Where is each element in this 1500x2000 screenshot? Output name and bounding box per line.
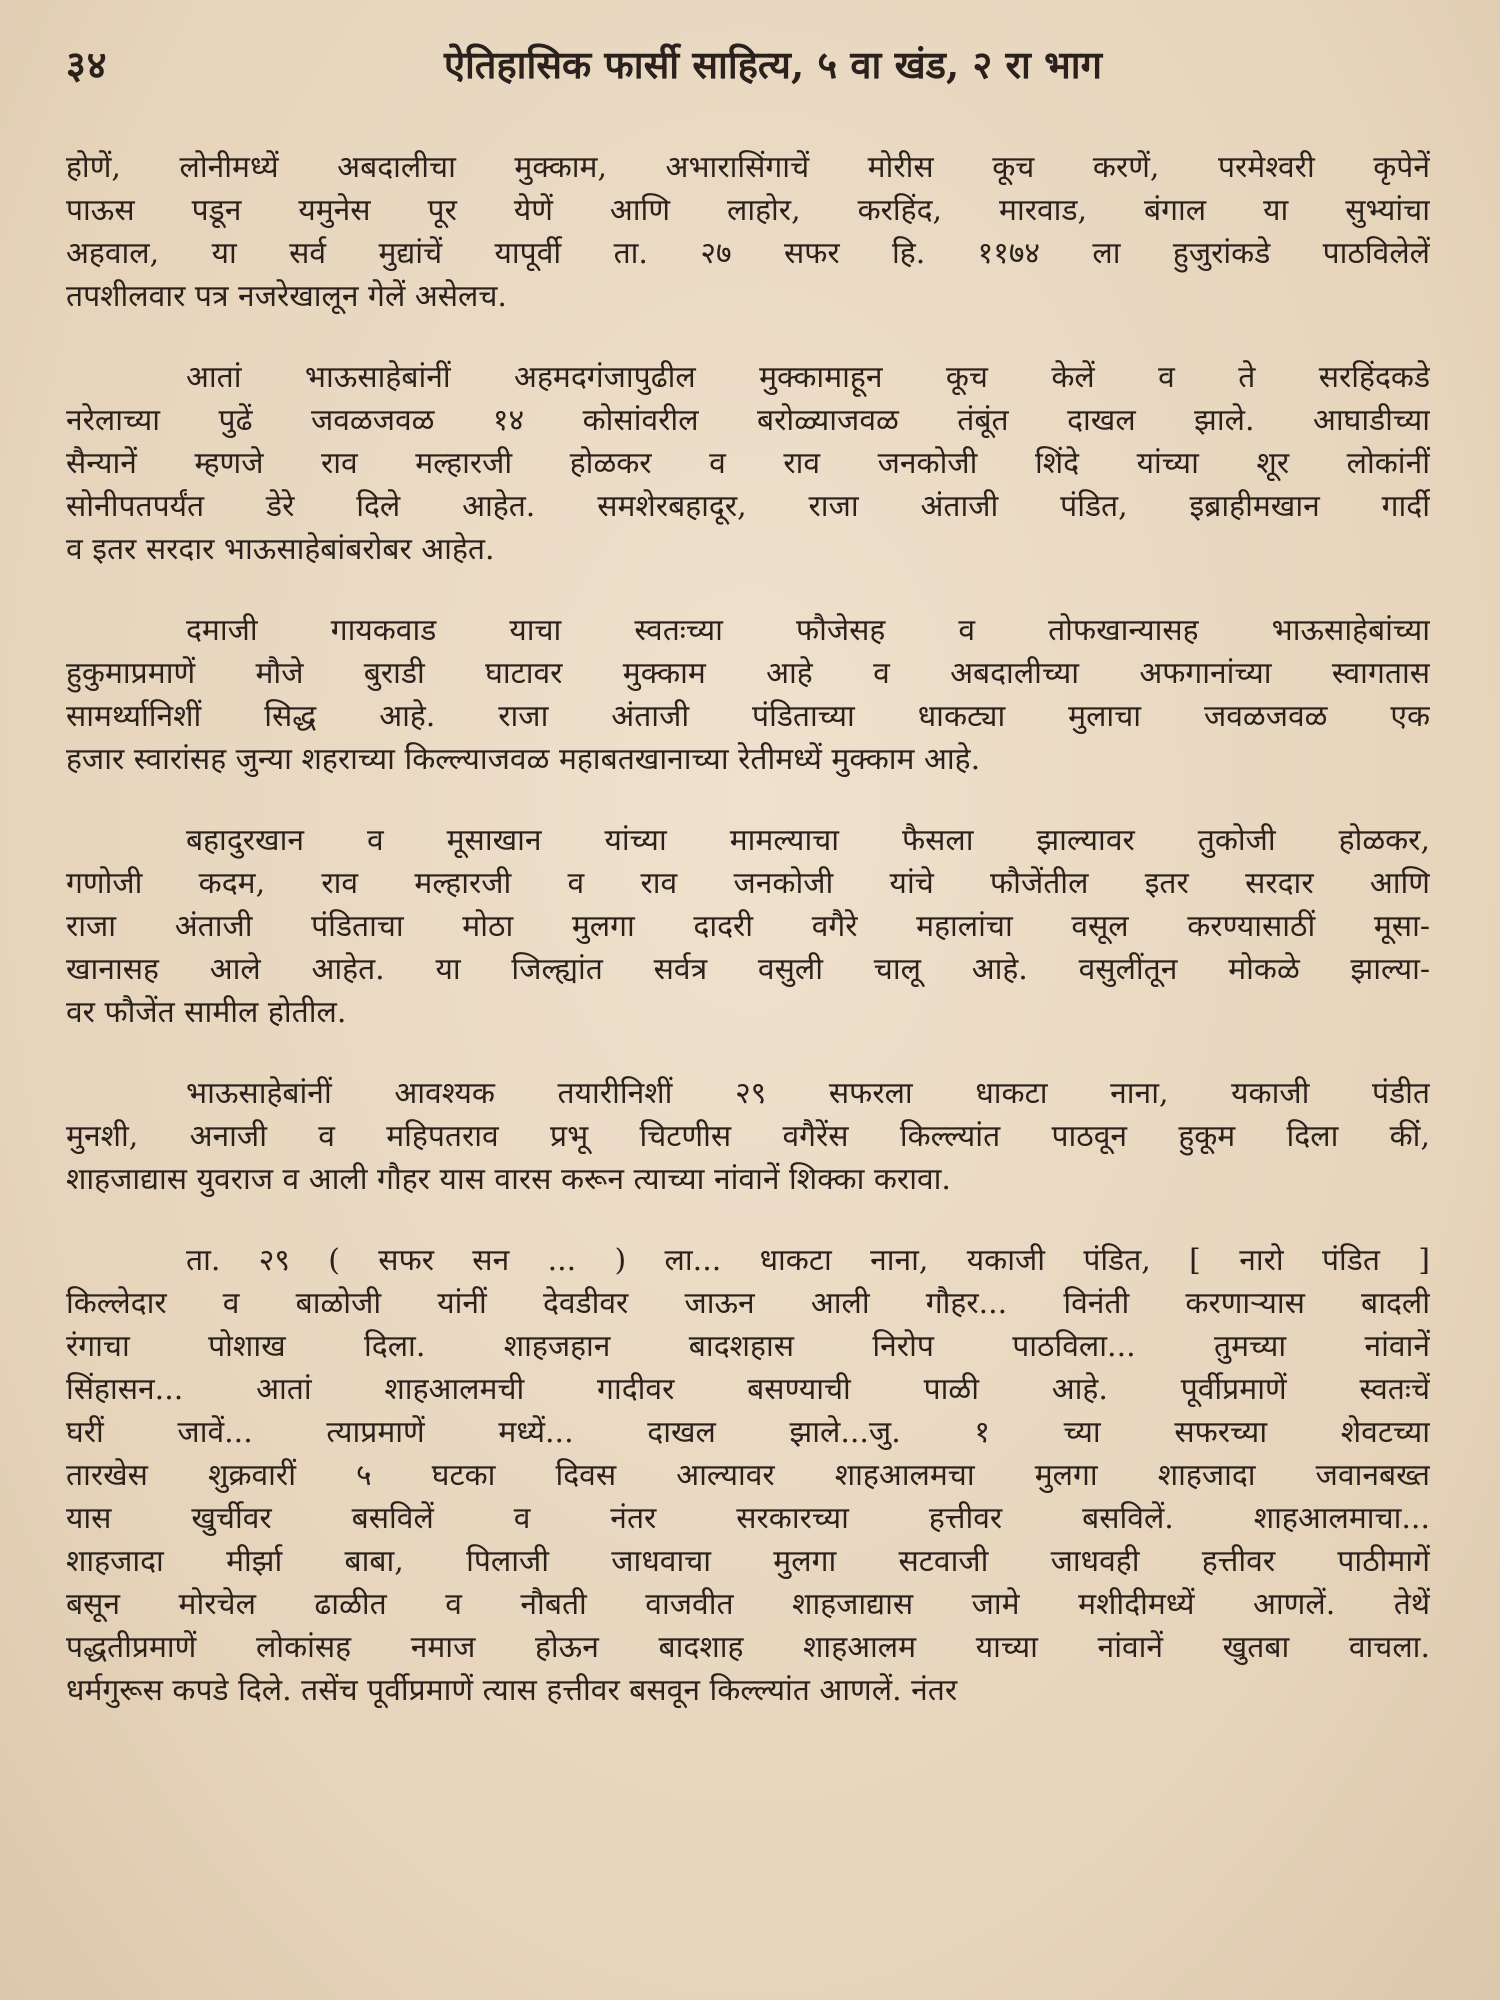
text-line: शाहजाद्यास युवराज व आली गौहर यास वारस करून त्याच्या नांवानें शिक्का करावा. [66, 1162, 951, 1197]
paragraph [66, 146, 1430, 318]
text-line: हुकुमाप्रमाणें मौजे बुराडी घाटावर मुक्काम आहे व अबदालीच्या अफगानांच्या स्वागतास [66, 656, 1430, 691]
page-number: ३४ [66, 42, 108, 87]
text-line: राजा अंताजी पंडिताचा मोठा मुलगा दादरी वगैरे महालांचा वसूल करण्यासाठीं मूसा- [66, 909, 1430, 944]
text-line: नरेलाच्या पुढें जवळजवळ १४ कोसांवरील बरोळ्याजवळ तंबूंत दाखल झाले. आघाडीच्या [66, 403, 1430, 438]
text-line: गणोजी कदम, राव मल्हारजी व राव जनकोजी यांचे फौजेंतील इतर सरदार आणि [66, 866, 1430, 901]
text-line: सैन्यानें म्हणजे राव मल्हारजी होळकर व राव जनकोजी शिंदे यांच्या शूर लोकांनीं [66, 446, 1430, 481]
text-line: शाहजादा मीर्झा बाबा, पिलाजी जाधवाचा मुलगा सटवाजी जाधवही हत्तीवर पाठीमागें [66, 1544, 1430, 1579]
text-line: धर्मगुरूस कपडे दिले. तसेंच पूर्वीप्रमाणें त्यास हत्तीवर बसवून किल्ल्यांत आणलें. नंतर [66, 1673, 958, 1708]
text-line: दमाजी गायकवाड याचा स्वतःच्या फौजेसह व तोफखान्यासह भाऊसाहेबांच्या [186, 613, 1430, 648]
text-line: पाऊस पडून यमुनेस पूर येणें आणि लाहोर, करहिंद, मारवाड, बंगाल या सुभ्यांचा [66, 193, 1430, 228]
text-line: अहवाल, या सर्व मुद्यांचें यापूर्वी ता. २७ सफर हि. ११७४ ला हुजुरांकडे पाठविलेलें [66, 236, 1430, 271]
paragraph [66, 1072, 1430, 1201]
text-line: भाऊसाहेबांनीं आवश्यक तयारीनिशीं २९ सफरला धाकटा नाना, यकाजी पंडीत [186, 1076, 1430, 1111]
text-line: रंगाचा पोशाख दिला. शाहजहान बादशहास निरोप पाठविला... तुमच्या नांवानें [66, 1329, 1430, 1364]
text-line: सोनीपतपर्यंत डेरे दिले आहेत. समशेरबहादूर, राजा अंताजी पंडित, इब्राहीमखान गार्दी [66, 489, 1430, 524]
text-line: घरीं जावें... त्याप्रमाणें मध्यें... दाखल झाले...जु. १ च्या सफरच्या शेवटच्या [66, 1415, 1430, 1450]
text-line: आतां भाऊसाहेबांनीं अहमदगंजापुढील मुक्कामाहून कूच केलें व ते सरहिंदकडे [186, 360, 1430, 395]
text-line: मुनशी, अनाजी व महिपतराव प्रभू चिटणीस वगैरेंस किल्ल्यांत पाठवून हुकूम दिला कीं, [66, 1119, 1430, 1154]
text-line: सिंहासन... आतां शाहआलमची गादीवर बसण्याची पाळी आहे. पूर्वीप्रमाणें स्वतःचें [66, 1372, 1430, 1407]
body-text [66, 146, 1430, 1712]
text-line: तपशीलवार पत्र नजरेखालून गेलें असेलच. [66, 279, 507, 314]
text-line: खानासह आले आहेत. या जिल्ह्यांत सर्वत्र वसुली चालू आहे. वसुलींतून मोकळे झाल्या- [66, 952, 1430, 987]
text-line: किल्लेदार व बाळोजी यांनीं देवडीवर जाऊन आली गौहर... विनंती करणाऱ्यास बादली [66, 1286, 1430, 1321]
text-line: बहादुरखान व मूसाखान यांच्या मामल्याचा फैसला झाल्यावर तुकोजी होळकर, [186, 823, 1430, 858]
text-line: होणें, लोनीमध्यें अबदालीचा मुक्काम, अभारासिंगाचें मोरीस कूच करणें, परमेश्वरी कृपेनें [66, 150, 1430, 185]
running-title: ऐतिहासिक फार्सी साहित्य, ५ वा खंड, २ रा भाग [443, 42, 1103, 87]
text-line: तारखेस शुक्रवारीं ५ घटका दिवस आल्यावर शाहआलमचा मुलगा शाहजादा जवानबख्त [66, 1458, 1430, 1493]
paragraph [66, 819, 1430, 1034]
text-line: सामर्थ्यानिशीं सिद्ध आहे. राजा अंताजी पंडिताच्या धाकट्या मुलाचा जवळजवळ एक [66, 699, 1430, 734]
paragraph [66, 1239, 1430, 1712]
text-line: पद्धतीप्रमाणें लोकांसह नमाज होऊन बादशाह शाहआलम याच्या नांवानें खुतबा वाचला. [66, 1630, 1430, 1665]
text-line: बसून मोरचेल ढाळीत व नौबती वाजवीत शाहजाद्यास जामे मशीदीमध्यें आणलें. तेथें [66, 1587, 1430, 1622]
text-line: व इतर सरदार भाऊसाहेबांबरोबर आहेत. [66, 532, 495, 567]
text-line: यास खुर्चीवर बसविलें व नंतर सरकारच्या हत्तीवर बसविलें. शाहआलमाचा... [66, 1501, 1430, 1536]
text-line: ता. २९ ( सफर सन ... ) ला... धाकटा नाना, यकाजी पंडित, [ नारो पंडित ] [186, 1243, 1430, 1278]
paragraph [66, 609, 1430, 781]
text-line: वर फौजेंत सामील होतील. [66, 995, 347, 1030]
paragraph [66, 356, 1430, 571]
text-line: हजार स्वारांसह जुन्या शहराच्या किल्ल्याजवळ महाबतखानाच्या रेतीमध्यें मुक्काम आहे. [66, 742, 981, 777]
running-head [66, 38, 1430, 100]
